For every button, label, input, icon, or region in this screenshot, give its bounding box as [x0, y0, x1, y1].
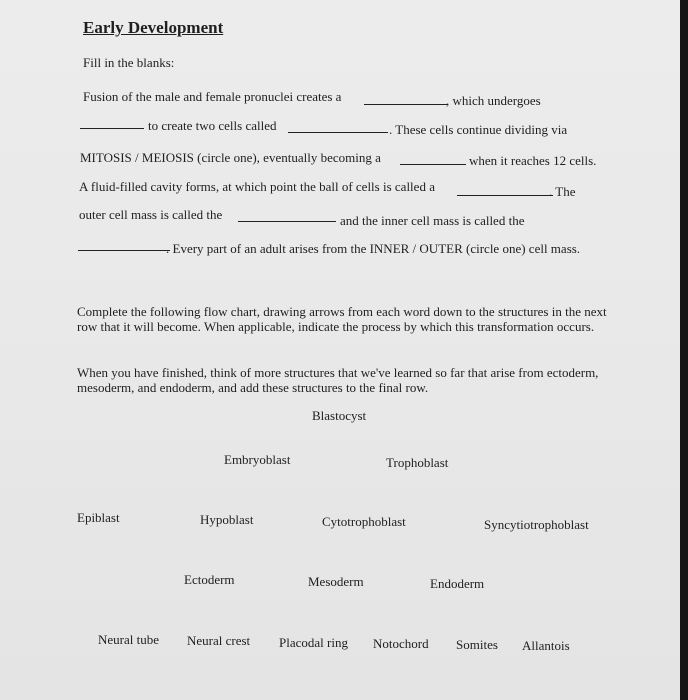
- blank-line-4-end: . The: [549, 184, 576, 199]
- blank-line-5-end: and the inner cell mass is called the: [340, 213, 525, 228]
- flow-epiblast: Epiblast: [77, 510, 120, 525]
- flow-embryoblast: Embryoblast: [224, 452, 291, 467]
- flow-cytotrophoblast: Cytotrophoblast: [322, 514, 406, 529]
- answer-blank[interactable]: [78, 250, 170, 251]
- flow-ectoderm: Ectoderm: [184, 572, 235, 587]
- blank-line-3-start: MITOSIS / MEIOSIS (circle one), eventually becoming a: [80, 150, 381, 165]
- flow-hypoblast: Hypoblast: [200, 512, 254, 527]
- answer-blank[interactable]: [288, 132, 388, 133]
- answer-blank[interactable]: [457, 195, 553, 196]
- flow-somites: Somites: [456, 637, 498, 652]
- answer-blank[interactable]: [238, 221, 336, 222]
- blank-line-4-start: A fluid-filled cavity forms, at which point the ball of cells is called a: [79, 179, 435, 194]
- answer-blank[interactable]: [80, 128, 144, 129]
- instruction-text: Fill in the blanks:: [83, 55, 175, 70]
- flow-allantois: Allantois: [522, 638, 570, 653]
- answer-blank[interactable]: [400, 164, 466, 165]
- flow-endoderm: Endoderm: [430, 576, 485, 591]
- blank-line-3-end: when it reaches 12 cells.: [469, 153, 597, 168]
- flow-neural-tube: Neural tube: [98, 632, 160, 647]
- page-title: Early Development: [83, 18, 224, 37]
- flow-notochord: Notochord: [373, 636, 429, 651]
- blank-line-2-start: to create two cells called: [148, 118, 277, 133]
- flow-placodal-ring: Placodal ring: [279, 635, 348, 650]
- blank-line-1-start: Fusion of the male and female pronuclei creates a: [83, 89, 342, 104]
- flow-mesoderm: Mesoderm: [308, 574, 364, 589]
- blank-line-6-text: . Every part of an adult arises from the INNER / OUTER (circle one) cell mass.: [166, 241, 581, 256]
- flow-neural-crest: Neural crest: [187, 633, 251, 648]
- blank-line-5-start: outer cell mass is called the: [79, 207, 223, 222]
- blank-line-2-end: . These cells continue dividing via: [389, 122, 568, 137]
- answer-blank[interactable]: [364, 104, 448, 105]
- flow-syncytiotrophoblast: Syncytiotrophoblast: [484, 517, 589, 532]
- flow-trophoblast: Trophoblast: [386, 455, 449, 470]
- dark-page-edge: [680, 0, 688, 700]
- germ-layer-instructions: When you have finished, think of more structures that we've learned so far that arise from ectoderm, mesoderm, and endoderm, and add these structures to the final row.: [77, 365, 599, 395]
- flowchart-instructions: Complete the following flow chart, drawing arrows from each word down to the structures in the next row that it will become. When applicable, indicate the process by which this transformation occurs.: [77, 304, 607, 334]
- blank-line-1-end: , which undergoes: [446, 93, 541, 108]
- flow-blastocyst: Blastocyst: [312, 408, 367, 423]
